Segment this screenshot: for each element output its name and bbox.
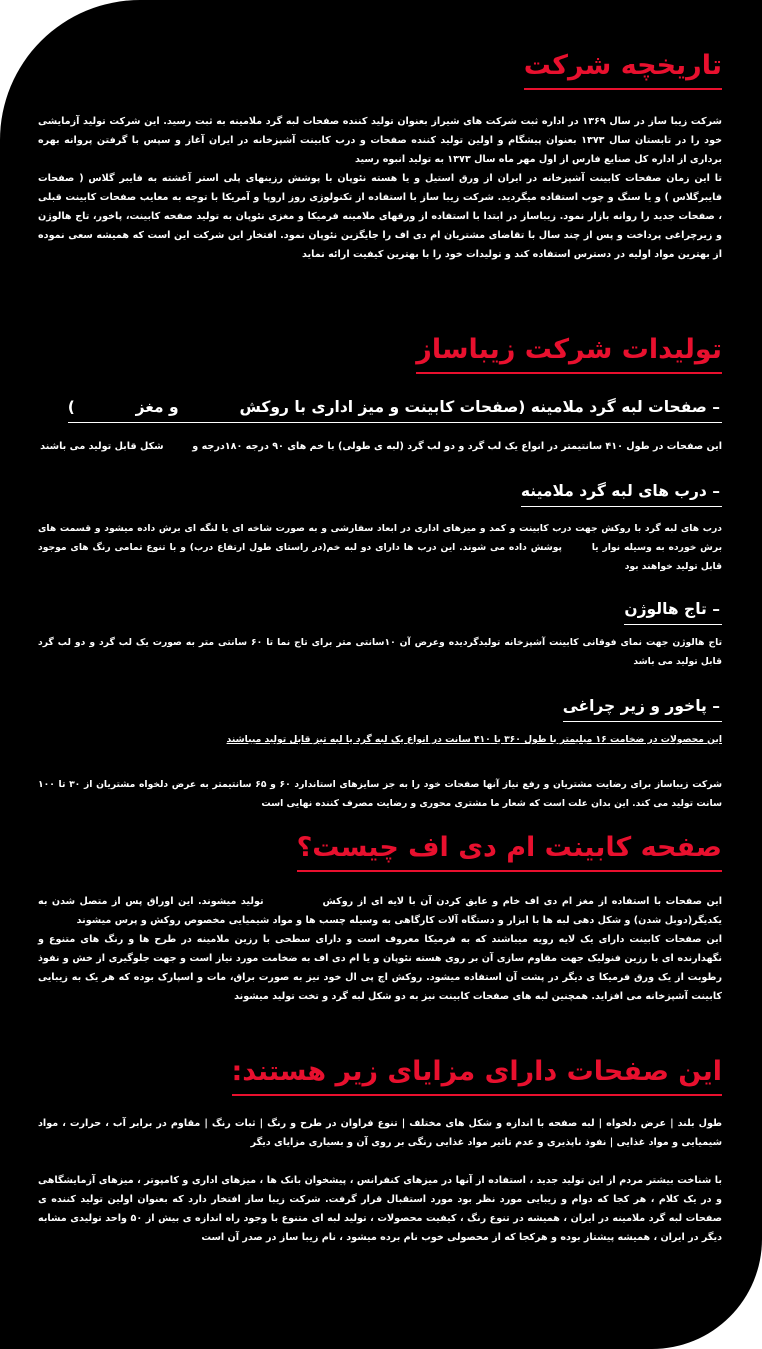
benefits-title: این صفحات دارای مزایای زیر هستند: [232, 1054, 723, 1096]
product-item-1-heading-text-c: ) [67, 398, 75, 416]
product-item-2-text-c: پوشش داده می شوند. این درب ها دارای دو لبه خم(در راستای طول ارتفاع درب) و با تنوع تمامی رنگ های موجود قابل تولید خواهند بود [38, 542, 722, 572]
mdf-title: صفحه کابینت ام دی اف چیست؟ [297, 830, 722, 872]
mdf-text-b: تولید میشوند. این اوراق پس از متصل شدن به یکدیگر(دوبل شدن) و شکل دهی لبه ها با ابزار و دستگاه آلات کارگاهی به وسیله چسب ها و مواد شیمیایی مخصوص روکش و پرس میشوند [38, 896, 722, 926]
history-title: تاریخچه شرکت [524, 48, 722, 90]
product-item-2-heading: – درب های لبه گرد ملامینه [521, 478, 722, 507]
product-item-1-text-a: این صفحات در طول ۴۱۰ سانتیمتر در انواع یک لب گرد و دو لب گرد (لبه ی طولی) با خم های ۹۰ درجه ۱۸۰درجه و [192, 441, 722, 452]
product-item-1-heading-text-b: و مغز [135, 398, 179, 416]
product-item-4-text: این محصولات در ضخامت ۱۶ میلیمتر با طول ۳۶۰ یا ۴۱۰ سانت در انواع یک لبه گرد یا لبه تیز قابل تولید میباشند [226, 734, 722, 745]
product-item-1-text [38, 437, 722, 456]
product-item-1-text-b: شکل قابل تولید می باشند [40, 441, 164, 452]
benefits-section [38, 1054, 722, 1247]
history-paragraph-2: تا این زمان صفحات کابینت آشپزخانه در ایران از ورق استیل و یا هسته نئوپان با پوشش رزینهای پلی استر آغشته به فایبر گلاس ( صفحات فایبرگلاس ) و یا سنگ و چوب استفاده میگردید. شرکت زیبا ساز با استفاده از تکنولوژی روز اروپا و آمریکا با توجه به معایب صفحات کابینت قبلی ، صفحات جدید را روانه بازار نمود. زیباساز در ابتدا با استفاده از ورقهای ملامینه فرمیکا و مغزی نئوپان به تولید صفحه کابینت، پاخور، تاج هالوژن و زیرچراغی پرداخت و پس از چند سال با تقاضای مشتریان ام دی اف را جایگزین نئوپان نمود. افتخار این شرکت این است که همیشه سعی نموده از بهترین مواد اولیه در دسترس استفاده کند و تولیدات خود را با بهترین کیفیت ارائه نماید [38, 173, 722, 260]
products-closing-text: شرکت زیباساز برای رضایت مشتریان و رفع نیاز آنها صفحات خود را به جز سایزهای استاندارد ۶۰ و ۶۵ سانتیمتر به عرض دلخواه مشتریان از ۳۰ تا ۱۰۰ سانت تولید می کند. این بدان علت است که شعار ما مشتری محوری و رضایت مصرف کننده نهایی است [38, 779, 723, 809]
product-item-2-text [38, 519, 722, 576]
mdf-paragraph [38, 892, 722, 930]
benefits-closing: با شناخت بیشتر مردم از این تولید جدید ، استفاده از آنها در میزهای کنفرانس ، پیشخوان بانک ها ، میزهای اداری و کامپوتر ، میزهای آزمایشگاهی و در یک کلام ، هر کجا که دوام و زیبایی مورد نظر بود مورد استقبال قرار گرفت. شرکت زیبا ساز افتخار دارد که بعنوان اولین تولید کننده ی صفحات لبه گرد ملامینه در ایران ، همیشه در تنوع رنگ ، کیفیت محصولات ، تولید لبه ای متنوع با وجود راه اندازه ی بیش از ۵۰ واحد تولیدی مشابه دیگر در ایران ، همیشه پیشتاز بوده و هرکجا که از محصولی خوب نام برده میشود ، نام زیبا ساز در صدر آن است [38, 1175, 722, 1243]
mdf-section [38, 830, 722, 1006]
mdf-paragraph-2: این صفحات کابینت دارای یک لایه رویه میباشند که به فرمیکا معروف است و دارای سطحی با رزین ملامینه در طرح ها و رنگ های متنوع و نگهدارنده ای با رزین فنولیک جهت مقاوم سازی آن بر روی هسته نئوپان و یا ام دی اف به ضخامت مورد نیاز است و جهت جلوگیری از خش و نفوذ رطوبت از یک ورق فرمیکا ی دیگر در پشت آن استفاده میشود. روکش اچ پی ال خود نیز به صورت براق، مات و اسپارک بوده که هر یک به زیبایی کابینت آشپزخانه می افزاید. همچنین لبه های صفحات کابینت نیز به دو شکل لبه گرد و تخت تولید میشوند [38, 934, 722, 1002]
history-paragraph: شرکت زیبا ساز در سال ۱۳۶۹ در اداره ثبت شرکت های شیراز بعنوان تولید کننده صفحات لبه گرد ملامینه به ثبت رسید. این شرکت تولید آزمایشی خود را در تابستان سال ۱۳۷۳ بعنوان پیشگام و اولین تولید کننده صفحات و درب کابینت آشپزخانه در ایران آغاز و سپس با گرفتن پروانه بهره برداری از اداره کل صنایع فارس از اول مهر ماه سال ۱۳۷۳ به تولید انبوه رسید [38, 116, 722, 165]
products-section [38, 332, 722, 813]
product-item-3-heading: – تاج هالوژن [624, 596, 722, 625]
product-item-1-heading [68, 394, 722, 423]
benefits-list: طول بلند | عرض دلخواه | لبه صفحه با اندازه و شکل های مختلف | تنوع فراوان در طرح و رنگ | ثبات رنگ | مقاوم در برابر آب ، حرارت ، مواد شیمیایی و مواد غذایی | نفوذ ناپذیری و عدم تاثیر مواد غذایی رنگی بر روی آن و بسیاری مزایای دیگر [38, 1118, 722, 1148]
product-item-4-heading: – پاخور و زیر چراغی [563, 693, 722, 722]
product-item-2-text-a: درب های لبه گرد با روکش جهت درب کابینت و کمد و میزهای اداری در ابعاد سفارشی و به صورت شاخه ای یا لنگه ای برش داده میشود و قسمت های برش خورده به وسیله نوار [38, 523, 723, 553]
history-section [38, 48, 722, 264]
product-item-1-heading-text: – صفحات لبه گرد ملامینه (صفحات کابینت و میز اداری با روکش [239, 398, 720, 416]
product-item-3-text: تاج هالوژن جهت نمای فوقانی کابینت آشپزخانه تولیدگردیده وعرض آن ۱۰سانتی متر برای تاج نما تا ۶۰ سانتی متر به صورت یک لب گرد و دو لب گرد قابل تولید می باشد [38, 637, 723, 667]
mdf-text-a: این صفحات با استفاده از مغز ام دی اف خام و عایق کردن آن با لایه ای از روکش [322, 896, 722, 907]
products-title: تولیدات شرکت زیباساز [416, 332, 722, 374]
product-item-2-text-b: یا [591, 542, 599, 553]
